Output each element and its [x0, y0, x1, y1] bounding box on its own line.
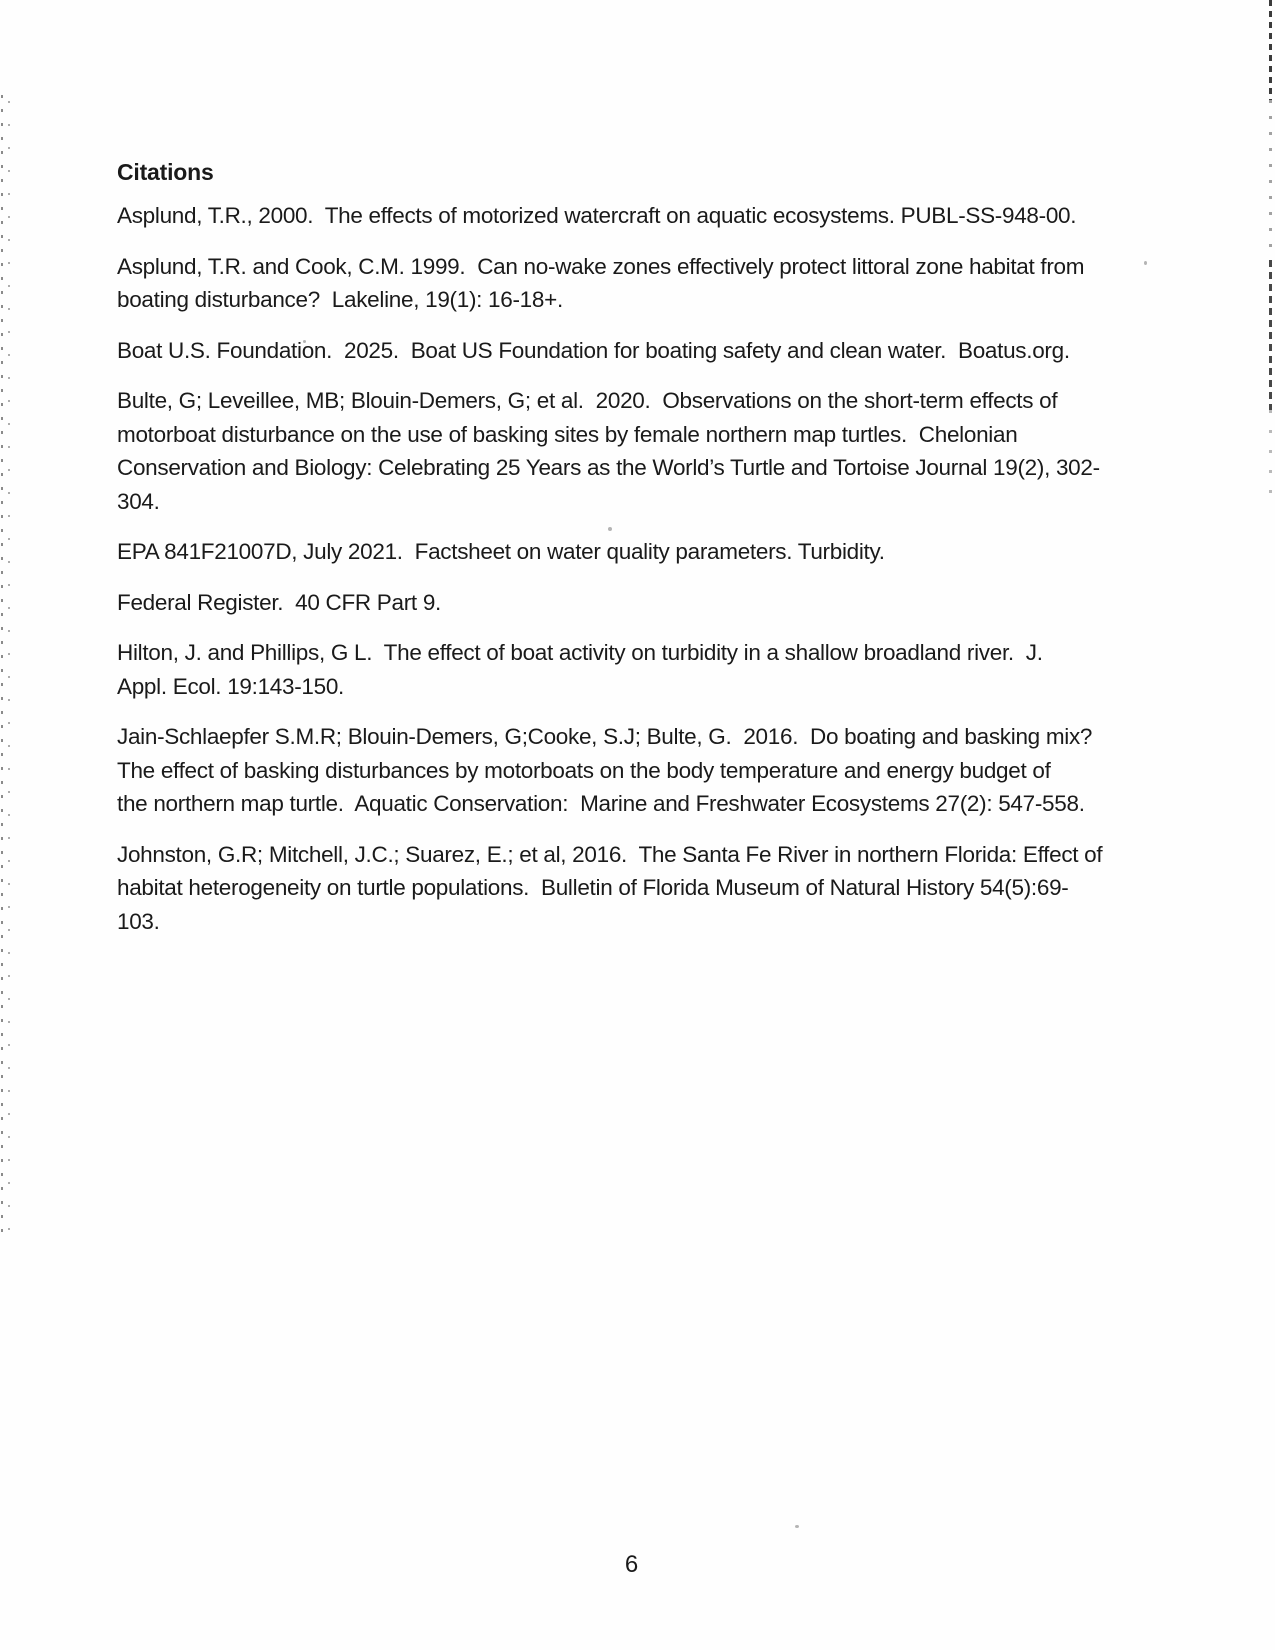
citation-line: Federal Register. 40 CFR Part 9.	[117, 589, 441, 615]
citation-line: habitat heterogeneity on turtle populations. Bulletin of Florida Museum of Natural History 54(5):69-	[117, 875, 1069, 900]
citation-line: 304.	[117, 488, 160, 514]
citation-entry-federal-register	[117, 586, 1205, 620]
citations-section	[117, 155, 1205, 955]
citation-line: the northern map turtle. Aquatic Conservation: Marine and Freshwater Ecosystems 27(2): 547-558.	[117, 791, 1085, 816]
citations-heading: Citations	[117, 159, 214, 185]
citation-entry-asplund-2000	[117, 199, 1205, 233]
citation-line: Jain-Schlaepfer S.M.R; Blouin-Demers, G;Cooke, S.J; Bulte, G. 2016. Do boating and basking mix?	[117, 724, 1093, 749]
scan-artifact-right-edge	[1269, 410, 1272, 510]
citation-line: The effect of basking disturbances by motorboats on the body temperature and energy budget of	[117, 757, 1051, 783]
citation-entry-bulte-2020	[117, 384, 1205, 518]
citation-line: Hilton, J. and Phillips, G L. The effect of boat activity on turbidity in a shallow broadland river. J.	[117, 640, 1043, 665]
scan-artifact-right-edge	[1269, 0, 1272, 100]
citation-line: Asplund, T.R., 2000. The effects of motorized watercraft on aquatic ecosystems. PUBL-SS-948-00.	[117, 203, 1077, 228]
scan-artifact-right-edge	[1269, 100, 1272, 260]
citation-line: Johnston, G.R; Mitchell, J.C.; Suarez, E.; et al, 2016. The Santa Fe River in northern Florida: Effect of	[117, 841, 1103, 867]
citation-entry-hilton-phillips	[117, 636, 1205, 703]
scan-artifact-right-edge	[1269, 260, 1272, 410]
citation-line: EPA 841F21007D, July 2021. Factsheet on water quality parameters. Turbidity.	[117, 539, 885, 564]
citation-entry-asplund-cook-1999	[117, 250, 1205, 317]
citation-line: Boat U.S. Foundation. 2025. Boat US Foundation for boating safety and clean water. Boatus.org.	[117, 337, 1070, 363]
citation-line: boating disturbance? Lakeline, 19(1): 16-18+.	[117, 287, 563, 312]
scan-speck	[795, 1525, 799, 1528]
citation-line: Bulte, G; Leveillee, MB; Blouin-Demers, G; et al. 2020. Observations on the short-term effects of	[117, 388, 1058, 413]
citation-entry-boat-us-foundation	[117, 334, 1205, 368]
citation-entry-epa-2021	[117, 535, 1205, 569]
citation-entry-johnston-2016	[117, 838, 1205, 939]
citation-line: 103.	[117, 908, 160, 934]
scan-artifact-left-edge	[1, 95, 11, 1240]
citation-line: Appl. Ecol. 19:143-150.	[117, 673, 345, 699]
citation-line: Conservation and Biology: Celebrating 25 Years as the World’s Turtle and Tortoise Journal 19(2), 302-	[117, 455, 1100, 480]
page-number: 6	[624, 1551, 639, 1578]
citation-entry-jain-schlaepfer-2016	[117, 720, 1205, 821]
citation-line: Asplund, T.R. and Cook, C.M. 1999. Can no-wake zones effectively protect littoral zone habitat from	[117, 253, 1085, 279]
citation-line: motorboat disturbance on the use of basking sites by female northern map turtles. Chelonian	[117, 421, 1018, 447]
